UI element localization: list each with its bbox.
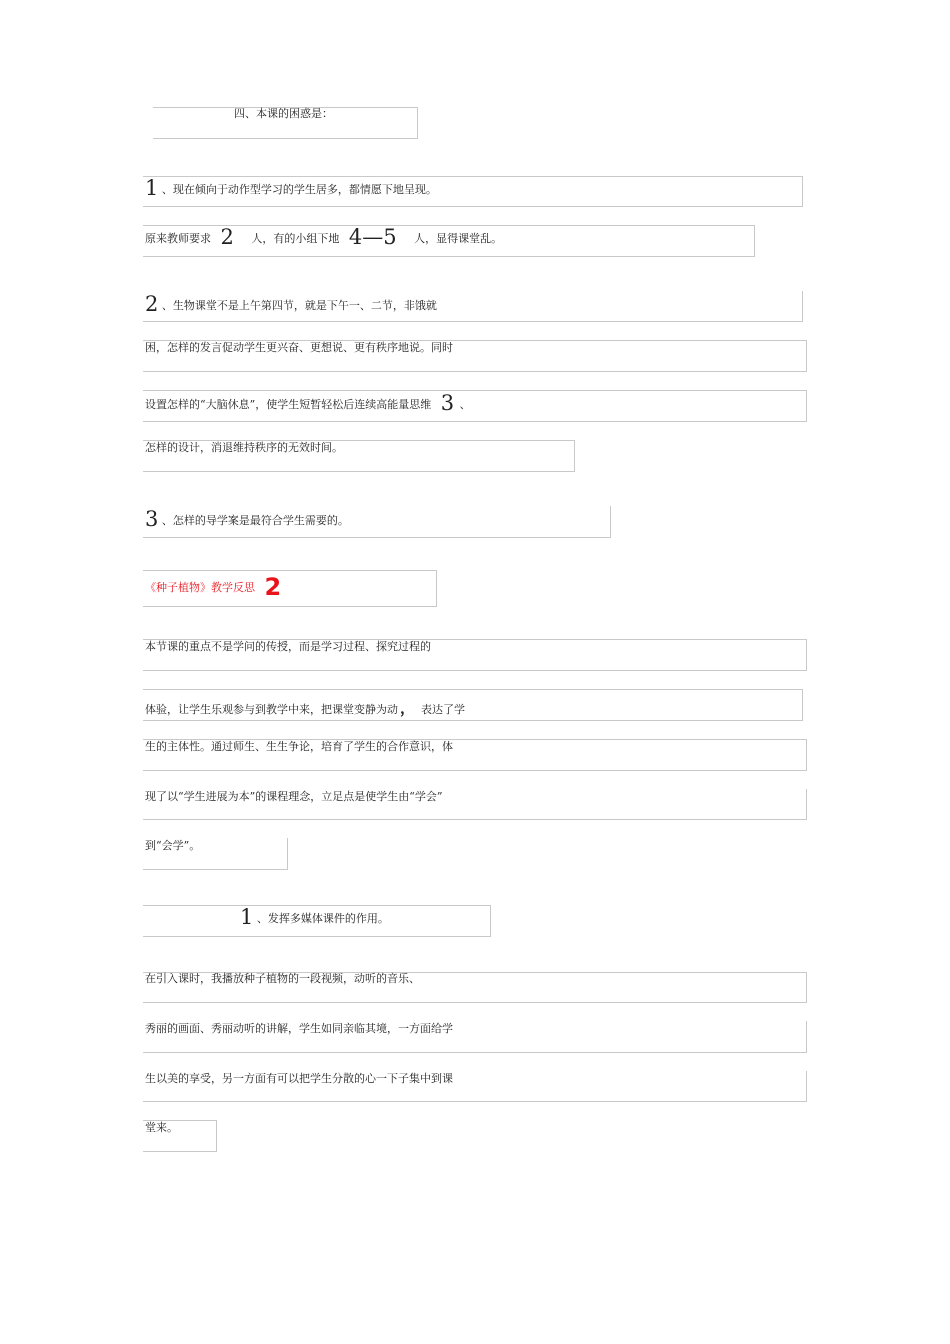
text-post: 、: [459, 398, 471, 411]
text-mid: 人，有的小组下地: [251, 232, 340, 245]
point-1-number: 1: [240, 905, 254, 929]
section4-heading: 四、本课的困惑是：: [234, 107, 333, 120]
text-main: 体验，让学生乐观参与到教学中来，把课堂变静为动: [145, 703, 398, 716]
confusion-2-text: 、生物课堂不是上午第四节，就是下午一、二节，非饿就: [161, 299, 437, 312]
point-1: [240, 905, 389, 929]
confusion-3-text: 、怎样的导学案是最符合学生需要的。: [161, 514, 349, 527]
point-1-line-2: 秀丽的画面、秀丽动听的讲解，学生如同亲临其境，一方面给学: [145, 1022, 453, 1035]
text-post: 人，显得课堂乱。: [414, 232, 503, 245]
confusion-2-line-3: [145, 391, 471, 415]
confusion-1-text: 、现在倾向于动作型学习的学生居多，都情愿下地呈现。: [161, 183, 437, 196]
confusion-2-line-2: 困，怎样的发言促动学生更兴奋、更想说、更有秩序地说。同时: [145, 341, 453, 354]
reflection-line-4: 现了以“学生进展为本”的课程理念，立足点是使学生由“学会”: [145, 790, 443, 803]
point-1-line-4: 堂来。: [145, 1121, 178, 1134]
reflection-line-5: 到“会学”。: [145, 839, 201, 852]
confusion-2-line-4: 怎样的设计，消退维持秩序的无效时间。: [145, 441, 343, 454]
text-end: 表达了学: [421, 703, 466, 716]
text-pre: 原来教师要求: [145, 232, 211, 245]
confusion-3: [145, 507, 349, 531]
reflection-line-3: 生的主体性。通过师生、生生争论，培育了学生的合作意识，体: [145, 740, 453, 753]
reflection-line-1: 本节课的重点不是学问的传授，而是学习过程、探究过程的: [145, 640, 431, 653]
number-2: 2: [220, 225, 234, 249]
reflection-title: [145, 573, 282, 601]
reflection-title-number: 2: [264, 573, 282, 601]
confusion-3-number: 3: [145, 507, 159, 531]
reflection-title-text: 《种子植物》教学反思: [145, 581, 255, 594]
confusion-1-continued: [145, 225, 503, 249]
confusion-1: [145, 176, 437, 200]
point-1-line-1: 在引入课时，我播放种子植物的一段视频，动听的音乐、: [145, 972, 420, 985]
bold-comma: ，: [400, 699, 416, 717]
text-pre: 设置怎样的“大脑休息”，使学生短暂轻松后连续高能量思维: [145, 398, 432, 411]
confusion-2: [145, 292, 437, 316]
number-3: 3: [440, 391, 455, 415]
point-1-text: 、发挥多媒体课件的作用。: [256, 912, 389, 925]
point-1-line-3: 生以美的享受，另一方面有可以把学生分散的心一下子集中到课: [145, 1072, 453, 1085]
reflection-line-2: [145, 701, 465, 717]
confusion-2-number: 2: [145, 292, 159, 316]
confusion-1-number: 1: [145, 176, 159, 200]
number-4-5: 4—5: [348, 225, 397, 249]
